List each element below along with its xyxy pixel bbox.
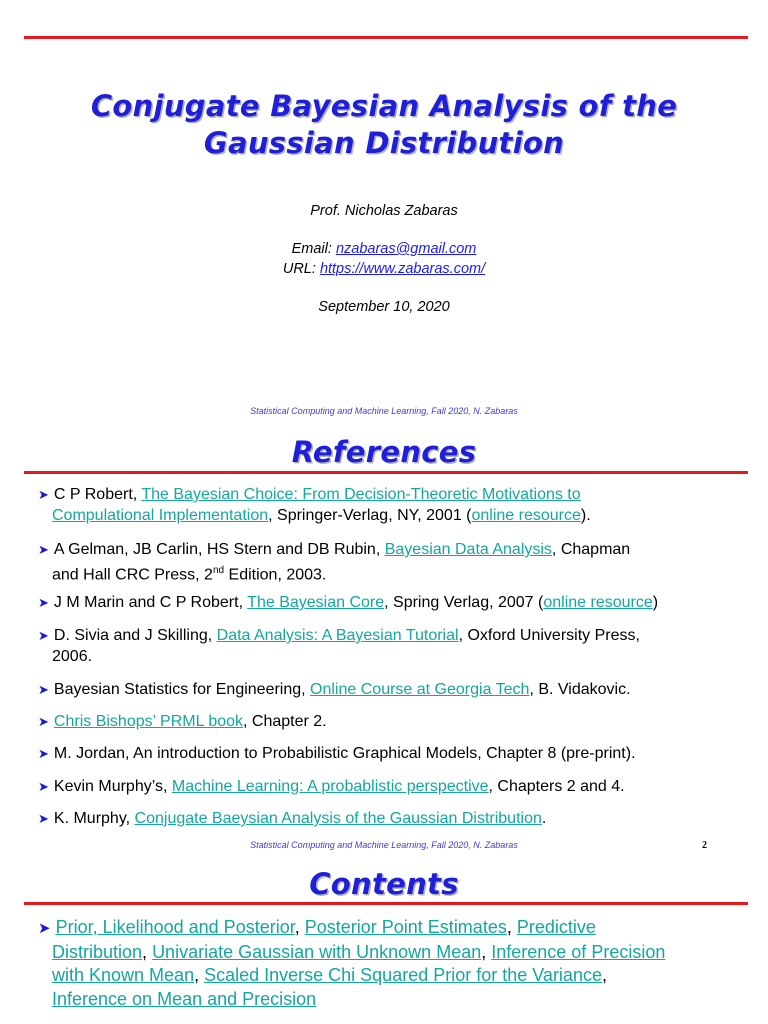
- slide-title: [0, 88, 768, 162]
- presentation-date: September 10, 2020: [318, 299, 450, 315]
- arrow-bullet-icon: ➤: [38, 779, 49, 794]
- contents-list: ➤ Prior, Likelihood and Posterior, Posterior Point Estimates, Predictive Distribution, Univariate Gaussian with Unknown Mean, Inference of Precision with Known Mean, Scaled Inverse Chi Squared Prior for the Variance, Inference on Mean and Precision: [38, 917, 666, 1009]
- ref-link[interactable]: Chris Bishops’ PRML book: [53, 713, 244, 730]
- contents-link[interactable]: Inference of Precision: [491, 941, 666, 962]
- slide-title-line1: Conjugate Bayesian Analysis of the: [90, 89, 678, 123]
- arrow-bullet-icon: ➤: [38, 682, 49, 697]
- slide1-footer: Statistical Computing and Machine Learning, Fall 2020, N. Zabaras: [250, 406, 518, 416]
- reference-item: ➤ Chris Bishops’ PRML book, Chapter 2.: [38, 713, 327, 730]
- references-title: References: [291, 435, 477, 469]
- contents-link[interactable]: Prior, Likelihood and Posterior: [55, 917, 295, 937]
- ref-link[interactable]: Online Course at Georgia Tech: [310, 681, 530, 698]
- url-link[interactable]: https://www.zabaras.com/: [319, 261, 486, 277]
- ref-link[interactable]: Bayesian Data Analysis: [384, 541, 552, 558]
- author-name: Prof. Nicholas Zabaras: [310, 203, 458, 219]
- contents-title: Contents: [309, 867, 459, 901]
- reference-item: ➤ Kevin Murphy’s, Machine Learning: A probablistic perspective, Chapters 2 and 4.: [38, 778, 625, 795]
- online-resource-link[interactable]: online resource: [471, 507, 581, 524]
- top-red-rule: [24, 36, 748, 39]
- arrow-bullet-icon: ➤: [38, 714, 49, 729]
- contents-link[interactable]: Scaled Inverse Chi Squared Prior for the Variance: [204, 965, 602, 985]
- reference-item: ➤ A Gelman, JB Carlin, HS Stern and DB Rubin, Bayesian Data Analysis, Chapman and Hall CRC Press, 2nd Edition, 2003.: [38, 541, 631, 584]
- page-number: 2: [702, 840, 707, 851]
- arrow-bullet-icon: ➤: [38, 746, 49, 761]
- online-resource-link[interactable]: online resource: [543, 594, 653, 611]
- arrow-bullet-icon: ➤: [38, 811, 49, 826]
- reference-item: ➤ K. Murphy, Conjugate Baeysian Analysis of the Gaussian Distribution.: [38, 810, 547, 827]
- reference-item: ➤ M. Jordan, An introduction to Probabilistic Graphical Models, Chapter 8 (pre-print).: [38, 745, 636, 762]
- contents-red-rule: [24, 902, 748, 905]
- ref-link[interactable]: The Bayesian Core: [247, 594, 385, 611]
- arrow-bullet-icon: ➤: [38, 595, 49, 610]
- ref-link[interactable]: Data Analysis: A Bayesian Tutorial: [216, 627, 459, 644]
- ref-link[interactable]: Compulational Implementation: [52, 507, 269, 524]
- contents-link[interactable]: Inference on Mean and Precision: [52, 988, 317, 1009]
- email-link[interactable]: nzabaras@gmail.com: [335, 241, 477, 257]
- contents-link[interactable]: Distribution: [52, 941, 143, 962]
- arrow-bullet-icon: ➤: [38, 487, 49, 502]
- contents-link[interactable]: with Known Mean: [52, 965, 195, 985]
- contents-link[interactable]: Univariate Gaussian with Unknown Mean: [152, 941, 482, 962]
- contents-link[interactable]: Posterior Point Estimates: [304, 917, 507, 937]
- arrow-bullet-icon: ➤: [38, 628, 49, 643]
- email-line: [0, 241, 768, 257]
- ref-link[interactable]: The Bayesian Choice: From Decision-Theoretic Motivations to: [141, 486, 581, 503]
- arrow-bullet-icon: ➤: [38, 542, 49, 557]
- slide2-footer: Statistical Computing and Machine Learning, Fall 2020, N. Zabaras: [250, 840, 518, 850]
- reference-item: ➤ C P Robert, The Bayesian Choice: From Decision-Theoretic Motivations to Compulational Implementation, Springer-Verlag, NY, 2001 (online resource).: [38, 486, 591, 524]
- slide-title-line2: Gaussian Distribution: [203, 126, 565, 160]
- reference-item: ➤ Bayesian Statistics for Engineering, Online Course at Georgia Tech, B. Vidakovic.: [38, 681, 631, 698]
- contents-link[interactable]: Predictive: [516, 917, 596, 937]
- email-label: Email:: [291, 241, 336, 257]
- url-label: URL:: [282, 261, 320, 277]
- references-red-rule: [24, 471, 748, 474]
- ref-link[interactable]: Machine Learning: A probablistic perspective: [171, 778, 489, 795]
- reference-item: ➤ D. Sivia and J Skilling, Data Analysis: A Bayesian Tutorial, Oxford University Press, 2006.: [38, 627, 640, 665]
- arrow-bullet-icon: ➤: [38, 920, 51, 937]
- reference-item: ➤ J M Marin and C P Robert, The Bayesian Core, Spring Verlag, 2007 (online resource): [38, 594, 659, 611]
- ref-link[interactable]: Conjugate Baeysian Analysis of the Gaussian Distribution: [134, 810, 542, 827]
- url-line: [0, 261, 768, 277]
